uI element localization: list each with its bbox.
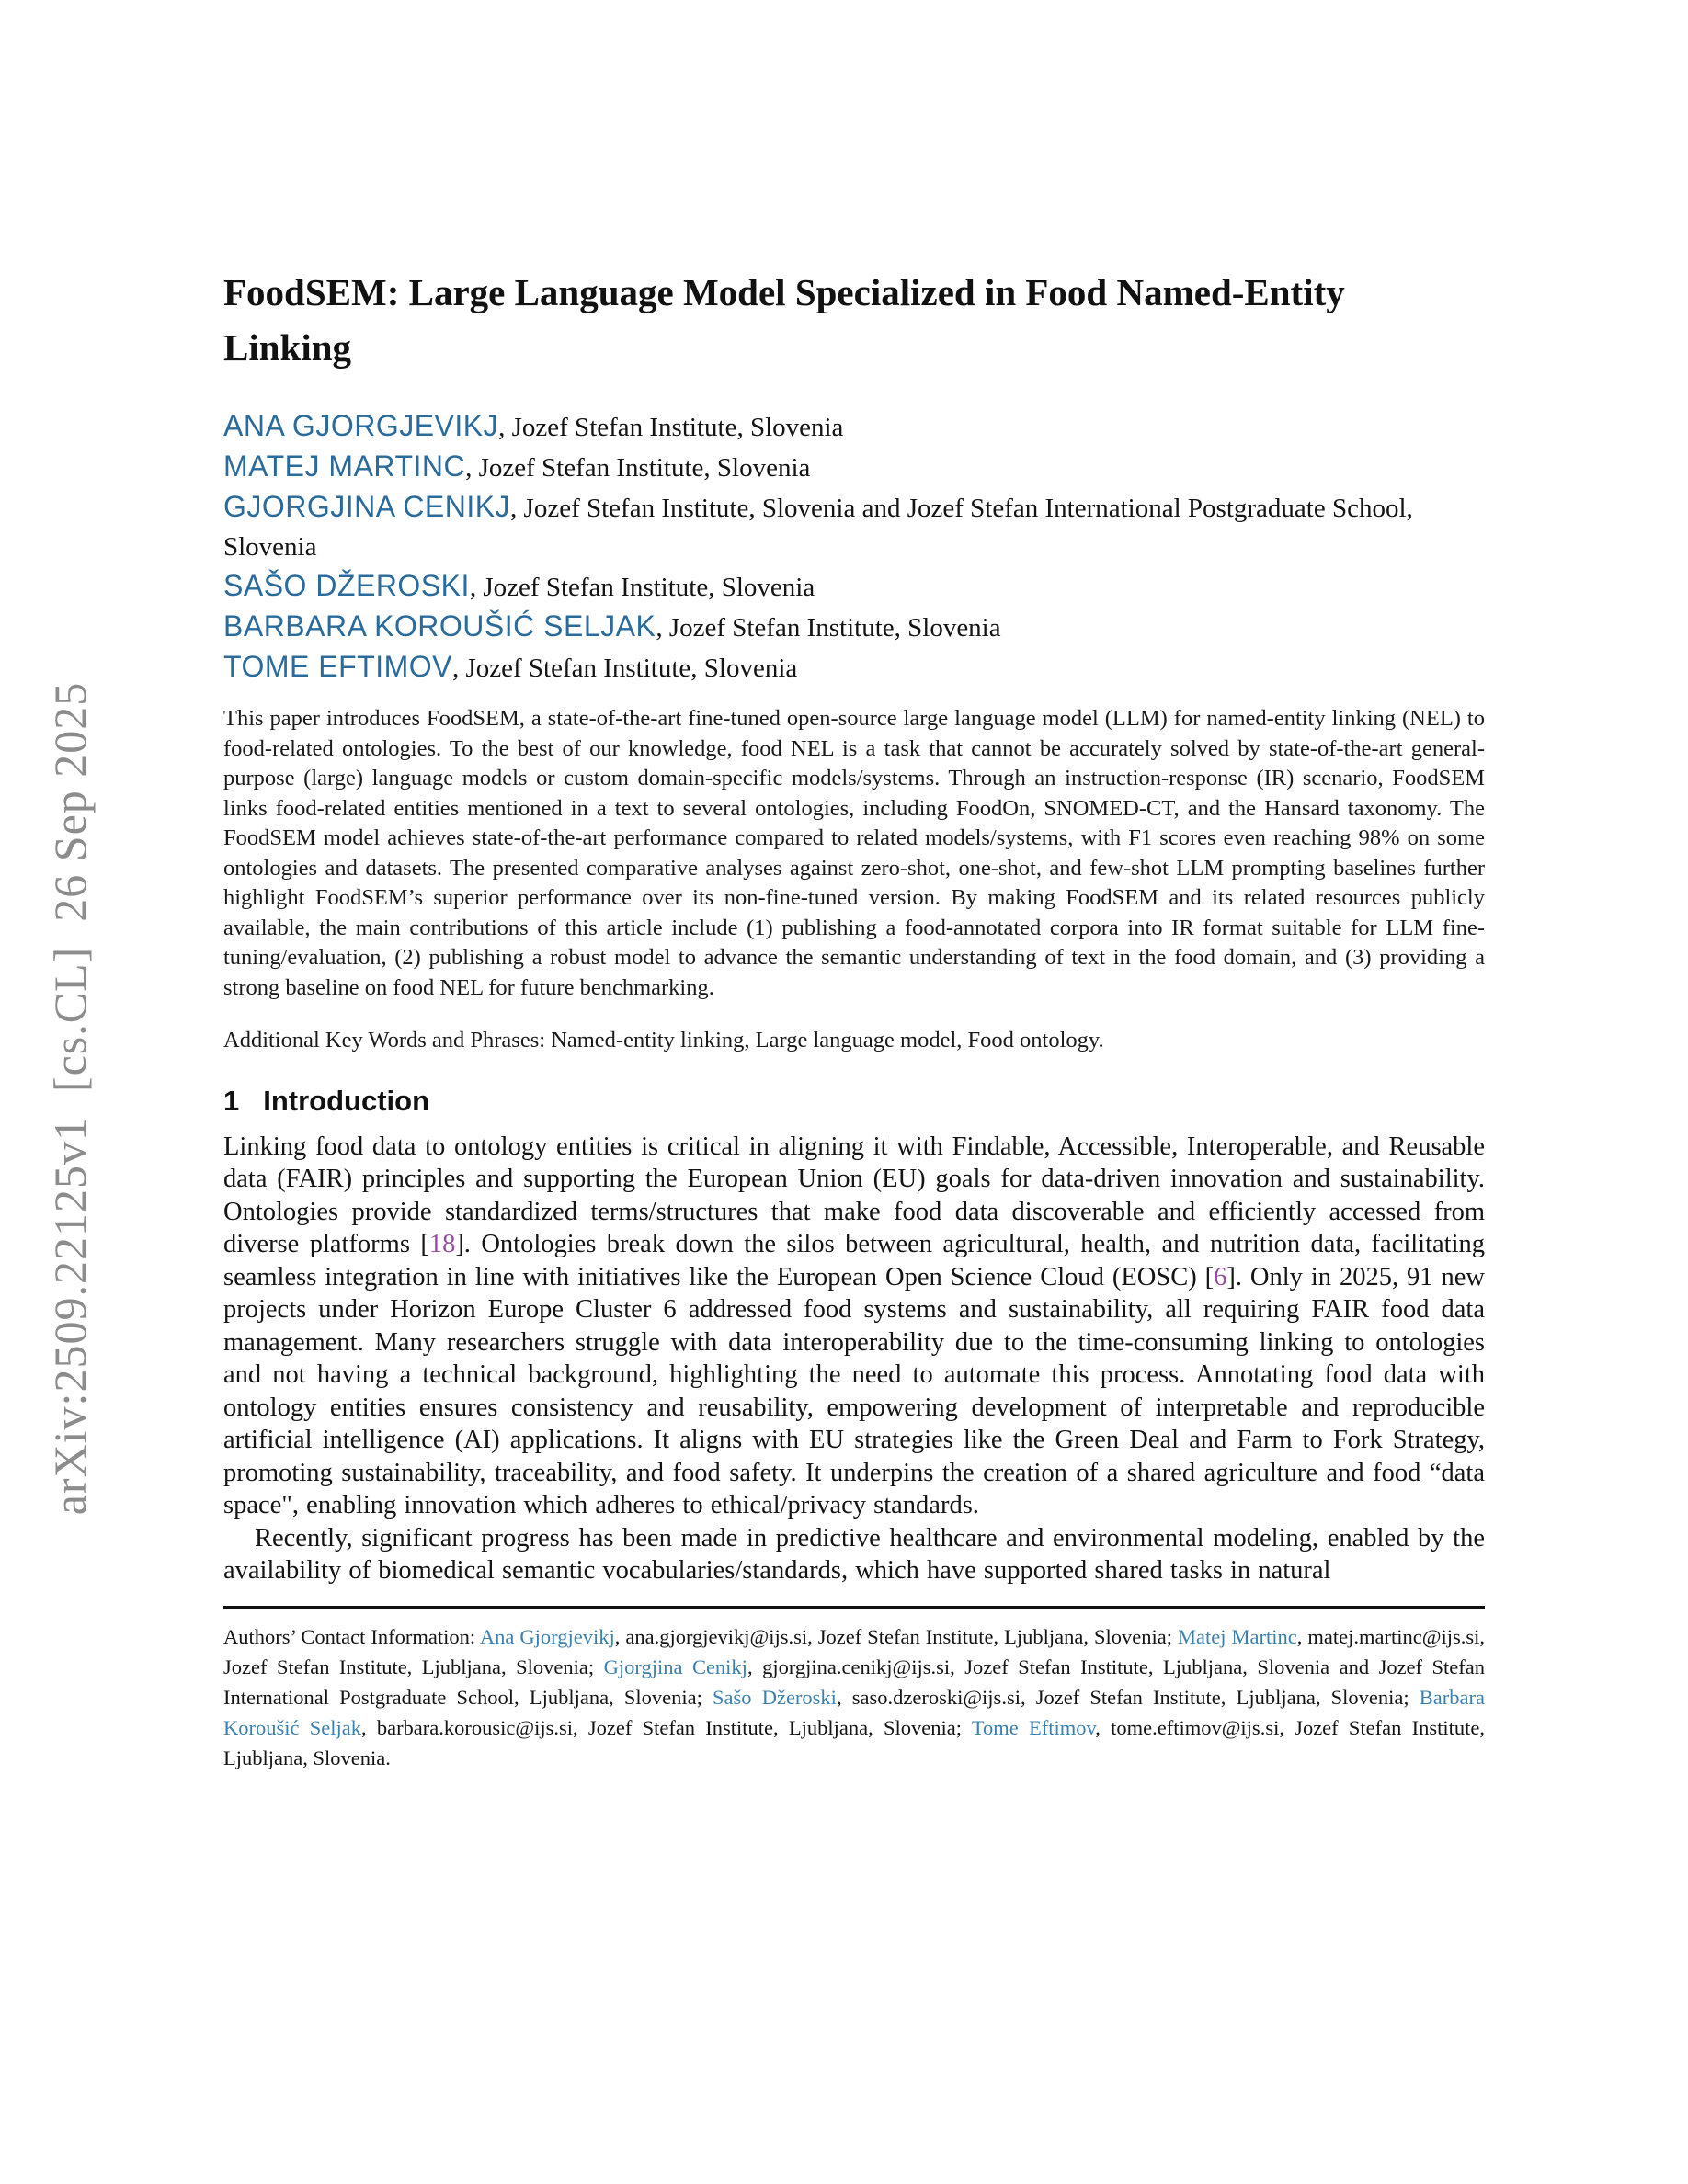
text-run: , gjorgjina.cenikj@ijs.si, Jozef Stefan Institute, Ljubljana, Slovenia and Jozef Stefan International Postgraduate School, Ljubljana, Slovenia; [223, 1655, 1486, 1709]
text-run: , ana.gjorgjevikj@ijs.si, Jozef Stefan Institute, Ljubljana, Slovenia; [614, 1624, 1179, 1648]
text-run: , matej.martinc@ijs.si, Jozef Stefan Institute, Ljubljana, Slovenia; [223, 1624, 1485, 1678]
abstract-text: This paper introduces FoodSEM, a state-of-the-art fine-tuned open-source large language model (LLM) for named-entity linking (NEL) to food-related ontologies. To the best of our knowledge, food NEL is a task that cannot be accurately solved by state-of-the-art general-purpose (large) language models or custom domain-specific models/systems. Through an instruction-response (IR) scenario, FoodSEM links food-related entities mentioned in a text to several ontologies, including FoodOn, SNOMED-CT, and the Hansard taxonomy. The FoodSEM model achieves state-of-the-art performance compared to related models/systems, with F1 scores even reaching 98% on some ontologies and datasets. The presented comparative analyses against zero-shot, one-shot, and few-shot LLM prompting baselines further highlight FoodSEM’s superior performance over its non-fine-tuned version. By making FoodSEM and its related resources publicly available, the main contributions of this article include (1) publishing a food-annotated corpora into IR format suitable for LLM fine-tuning/evaluation, (2) publishing a robust model to advance the semantic understanding of text in the food domain, and (3) providing a strong baseline on food NEL for future benchmarking. [223, 706, 1485, 1000]
author-entry [223, 566, 1485, 607]
author-entry [223, 406, 1485, 447]
citation-link[interactable]: 18 [428, 1230, 456, 1258]
text-run: , saso.dzeroski@ijs.si, Jozef Stefan Institute, Ljubljana, Slovenia; [836, 1685, 1420, 1709]
section-1-heading [223, 1085, 1485, 1118]
author-affiliation: , Jozef Stefan Institute, Slovenia [656, 613, 1001, 643]
section-title: Introduction [263, 1084, 430, 1117]
keywords-label: Additional Key Words and Phrases: [223, 1027, 546, 1052]
text-run: Authors’ Contact Information: [223, 1624, 480, 1648]
contact-name-link[interactable]: Sašo Džeroski [713, 1685, 837, 1709]
text-run: ]. Only in 2025, 91 new projects under Horizon Europe Cluster 6 addressed food systems and sustainability, all requiring FAIR food data management. Many researchers struggle with data interoperability due to the time-consuming linking to ontologies and not having a technical background, highlighting the need to automate this process. Annotating food data with ontology entities ensures consistency and reusability, empowering development of interpretable and reproducible artificial intelligence (AI) applications. It aligns with EU strategies like the Green Deal and Farm to Fork Strategy, promoting sustainability, traceability, and food safety. It underpins the creation of a shared agriculture and food “data space", enabling innovation which adheres to ethical/privacy standards. [223, 1262, 1485, 1519]
arxiv-watermark: arXiv:2509.22125v1 [cs.CL] 26 Sep 2025 [44, 681, 96, 1516]
contact-name-link[interactable]: Gjorgjina Cenikj [603, 1655, 747, 1678]
author-entry [223, 607, 1485, 647]
keywords-text: Named-entity linking, Large language model, Food ontology. [545, 1027, 1104, 1052]
contact-name-link[interactable]: Tome Eftimov [971, 1715, 1096, 1739]
page-content [223, 0, 1485, 1793]
intro-paragraph-1 [223, 1131, 1485, 1522]
text-run: , tome.eftimov@ijs.si, Jozef Stefan Institute, Ljubljana, Slovenia. [223, 1715, 1485, 1769]
author-affiliation: , Jozef Stefan Institute, Slovenia [451, 654, 798, 683]
contact-name-link[interactable]: Matej Martinc [1178, 1624, 1297, 1648]
intro-paragraph-2: Recently, significant progress has been made in predictive healthcare and environmental modeling, enabled by the availability of biomedical semantic vocabularies/standards, which have supported shared tasks in natural [223, 1523, 1485, 1585]
paper-title: FoodSEM: Large Language Model Specialized in Food Named-Entity Linking [223, 271, 1345, 369]
footnote-rule [223, 1606, 1485, 1609]
author-name-link[interactable]: MATEJ MARTINC [223, 449, 466, 483]
author-affiliation: , Jozef Stefan Institute, Slovenia [469, 573, 815, 602]
text-run: Linking food data to ontology entities is critical in aligning it with Findable, Accessible, Interoperable, and Reusable data (FAIR) principles and supporting the European Union (EU) goals for data-driven innovation and sustainability. Ontologies provide standardized terms/structures that make food data discoverable and efficiently accessed from diverse platforms [ [223, 1132, 1485, 1258]
section-number: 1 [223, 1084, 240, 1117]
author-name-link[interactable]: BARBARA KOROUŠIĆ SELJAK [223, 609, 656, 643]
author-name-link[interactable]: TOME EFTIMOV [223, 650, 452, 683]
contact-name-link[interactable]: Barbara Koroušić Seljak [223, 1685, 1485, 1739]
author-name-link[interactable]: SAŠO DŽEROSKI [223, 569, 470, 602]
author-affiliation: , Jozef Stefan Institute, Slovenia [465, 453, 811, 483]
author-entry [223, 487, 1485, 566]
keywords-line [223, 1026, 1485, 1055]
author-name-link[interactable]: ANA GJORGJEVIKJ [223, 409, 499, 442]
author-name-link[interactable]: GJORGJINA CENIKJ [223, 490, 511, 523]
author-entry [223, 647, 1485, 688]
author-entry [223, 447, 1485, 487]
author-affiliation: , Jozef Stefan Institute, Slovenia and Jozef Stefan International Postgraduate School, Slovenia [223, 494, 1413, 562]
author-affiliation: , Jozef Stefan Institute, Slovenia [498, 413, 844, 442]
authors-contact-information [223, 1621, 1485, 1773]
author-list [223, 406, 1485, 688]
contact-name-link[interactable]: Ana Gjorgjevikj [479, 1624, 615, 1648]
citation-link[interactable]: 6 [1214, 1262, 1227, 1291]
text-run: ]. Ontologies break down the silos between agricultural, health, and nutrition data, facilitating seamless integration in line with initiatives like the European Open Science Cloud (EOSC) [ [223, 1230, 1485, 1291]
text-run: , barbara.korousic@ijs.si, Jozef Stefan Institute, Ljubljana, Slovenia; [360, 1715, 972, 1739]
